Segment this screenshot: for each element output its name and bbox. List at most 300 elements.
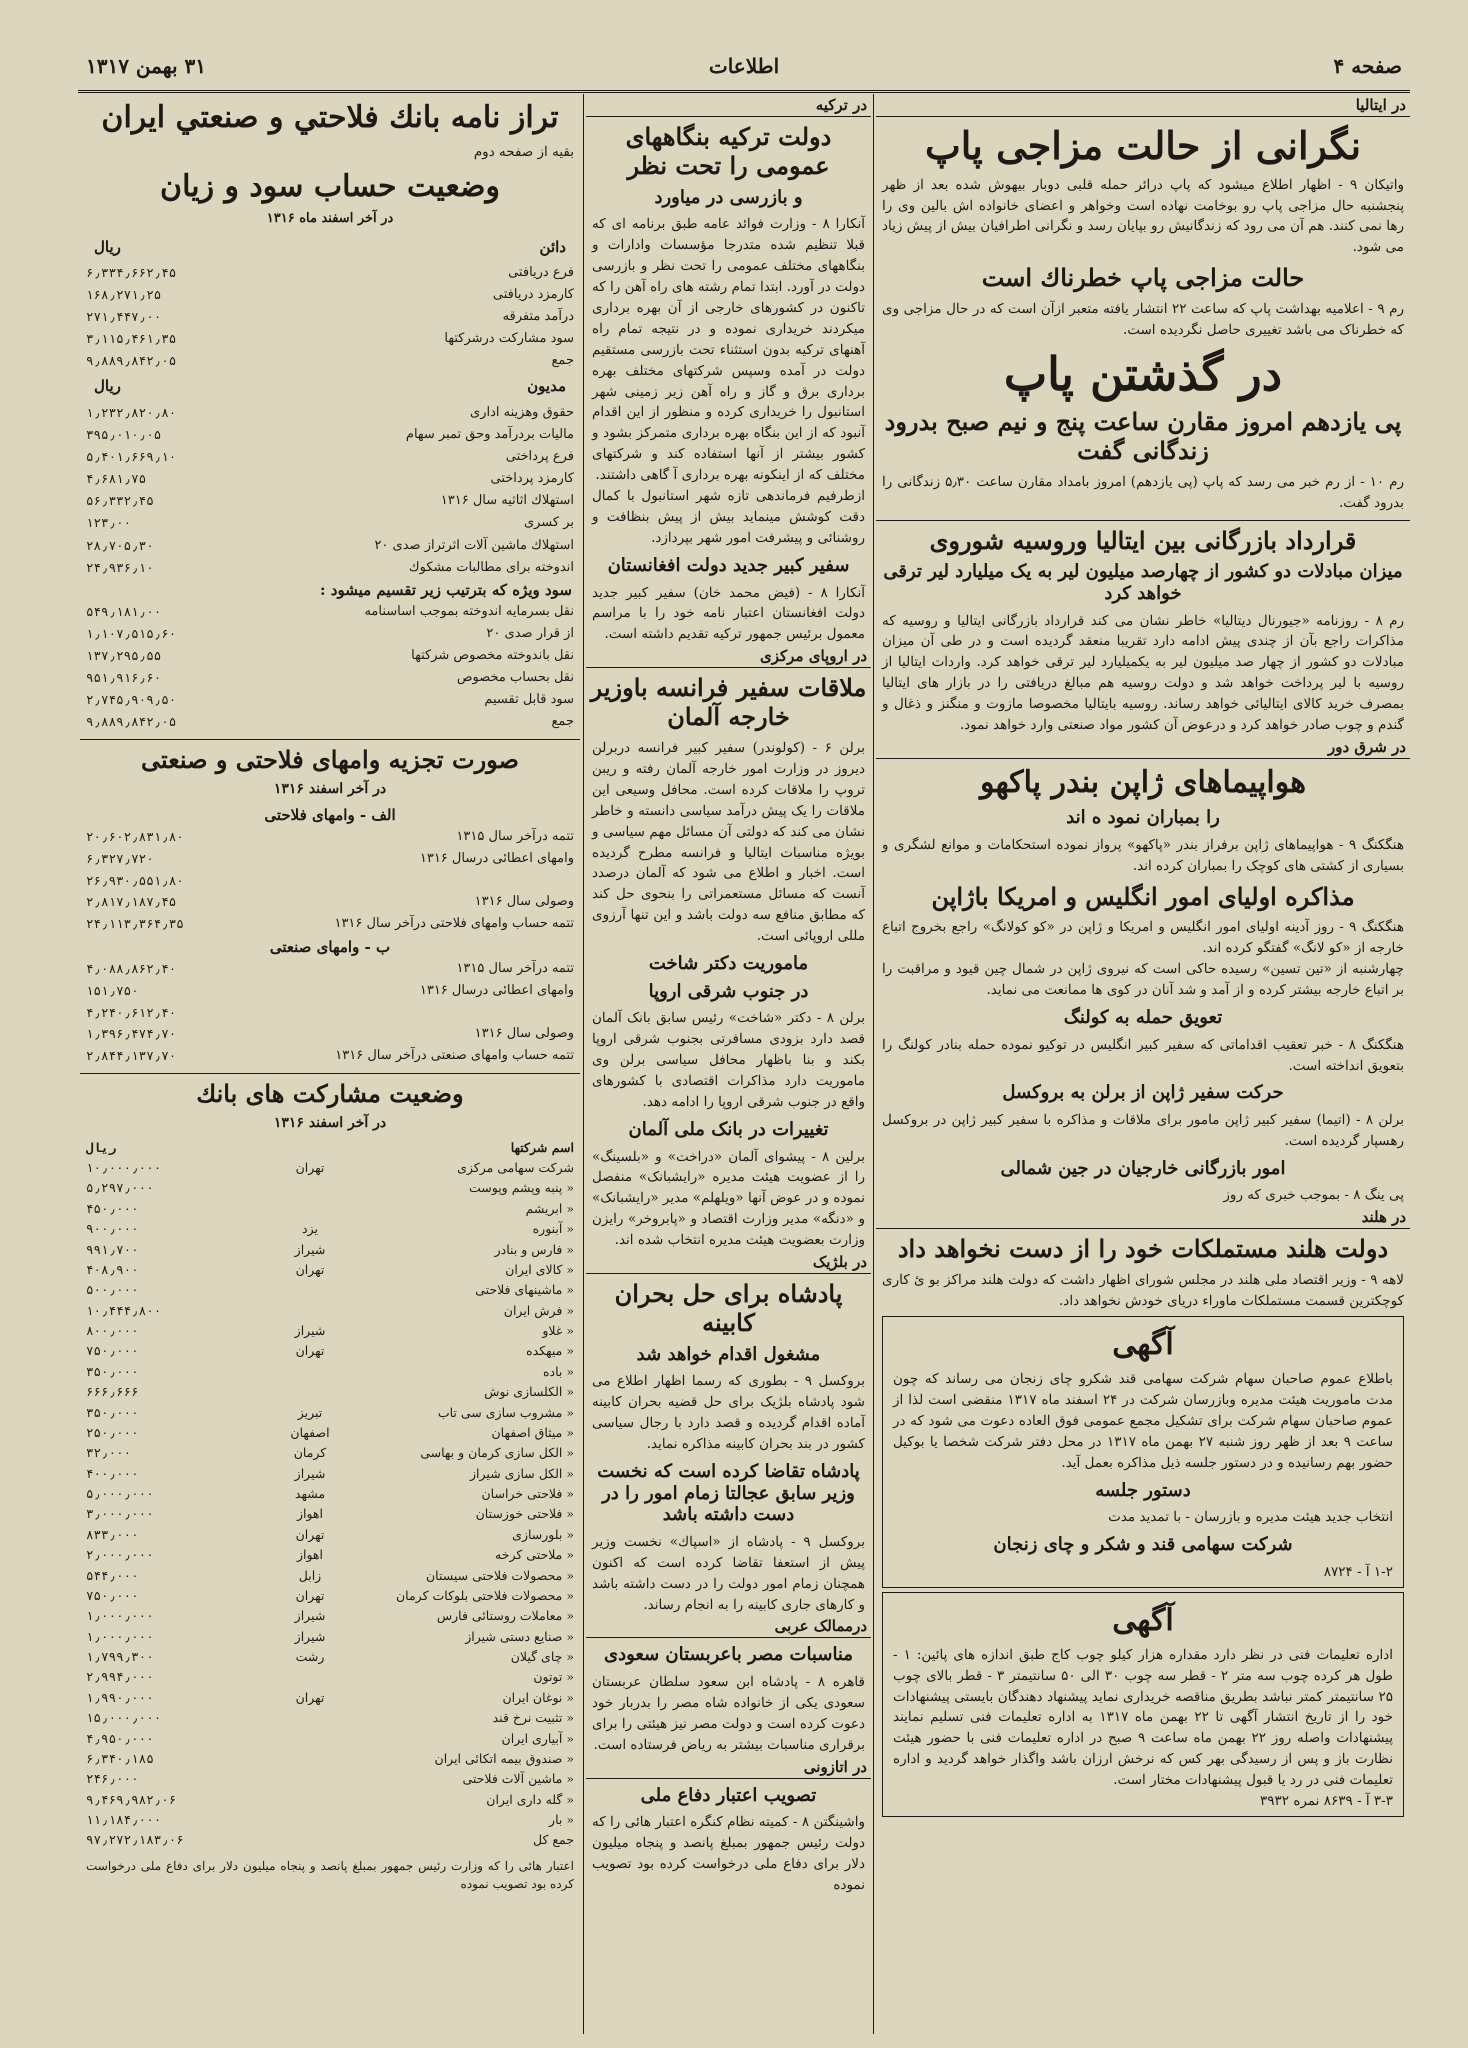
company-city: تهران xyxy=(295,1526,325,1542)
company-row xyxy=(80,1586,580,1606)
ledger-row xyxy=(80,870,580,891)
article-body: آنکارا ۸ - (فیض محمد خان) سفیر کبیر جدید دولت افغانستان اعتبار نامه خود را با مراسم معمول برئیس جمهور ترکیه تقدیم داشته است. xyxy=(592,584,865,643)
ledger-label: وامهای اعطائی درسال ۱۳۱۶ xyxy=(419,850,574,866)
headline: حالت مزاجی پاپ خطرناك است xyxy=(981,263,1305,293)
company-city xyxy=(265,1382,355,1402)
headline: پادشاه تقاضا کرده است که نخست وزیر سابق عجالتا زمام امور را در دست داشته باشد xyxy=(597,1460,860,1526)
company-city: تهران xyxy=(295,1160,325,1176)
company-name: « فرش ایران xyxy=(503,1302,574,1318)
company-amount: ۳۲٫۰۰۰ xyxy=(86,1445,132,1461)
section-central-europe: در اروپای مرکزی xyxy=(586,645,871,668)
company-row xyxy=(80,1382,580,1402)
profit-distribution-title: سود ویژه که بترتیب زیر تقسیم میشود : xyxy=(320,580,572,599)
article-body: واتیکان ۹ - اظهار اطلاع میشود که پاپ درائر حمله قلبی دوبار بیهوش شده بعد از ظهر پنجشنبه حال مزاجی پاپ رو بوخامت نهاده است وخواهر و اعضای خانواده اش بالین وی را رها نمی کنند. هم آن می رود که زندگانیش رو بپایان رسد و نگرانی اطرافیان بیش از پیش زیاد می شود. xyxy=(882,176,1405,256)
company-amount: ۷۵۰٫۰۰۰ xyxy=(86,1587,139,1603)
company-name: « ماشین آلات فلاحتی xyxy=(462,1771,574,1787)
company-amount: ۳۵۰٫۰۰۰ xyxy=(86,1404,139,1420)
ad-code: ۱-۲ آ - ۸۷۲۴ xyxy=(1323,1563,1393,1580)
company-amount: ۱٫۹۹۰٫۰۰۰ xyxy=(86,1689,154,1705)
company-city: شیراز xyxy=(294,1465,326,1481)
company-city: تهران xyxy=(295,1343,325,1359)
company-amount: ۵۴۴٫۰۰۰ xyxy=(86,1567,139,1583)
company-city xyxy=(265,1810,355,1830)
company-name: « بلورسازی xyxy=(512,1526,574,1542)
ledger-amount: ۹٫۸۸۹٫۸۴۲٫۰۵ xyxy=(86,714,177,730)
ledger-row xyxy=(80,424,580,446)
company-amount: ۳٫۰۰۰٫۰۰۰ xyxy=(86,1506,154,1522)
company-name: « محصولات فلاحتی بلوکات کرمان xyxy=(396,1587,574,1603)
ledger-amount: ۶٫۳۲۷٫۷۲۰ xyxy=(86,850,154,866)
credits-list xyxy=(80,262,580,372)
headline-turkey: دولت ترکیه بنگاههای عمومی را تحت نظر xyxy=(625,122,832,180)
continued-note: بقیه از صفحه دوم xyxy=(473,144,574,160)
company-city xyxy=(265,1708,355,1728)
company-row xyxy=(80,1321,580,1341)
company-name: جمع کل xyxy=(533,1832,574,1848)
company-name: « تثبیت نرخ قند xyxy=(492,1710,574,1726)
company-city: شیراز xyxy=(294,1628,326,1644)
ledger-amount: ۵٫۴۰۱٫۶۶۹٫۱۰ xyxy=(86,449,177,465)
ledger-row xyxy=(80,446,580,468)
company-name: « نوغان ایران xyxy=(502,1689,574,1705)
ledger-row xyxy=(80,512,580,534)
ledger-amount: ۲٫۷۴۵٫۹۰۹٫۵۰ xyxy=(86,692,177,708)
ledger-label: وصولی سال ۱۳۱۶ xyxy=(474,1025,574,1041)
ledger-label: نقل باندوخته مخصوص شرکتها xyxy=(411,647,574,663)
ledger-amount: ۵۴۹٫۱۸۱٫۰۰ xyxy=(86,603,162,619)
article-body: آنکارا ۸ - وزارت فوائد عامه طبق برنامه ای که قبلا تنظیم شده متدرجا مؤسسات وادارات و بنگاههای مختلف عمومی را تحت نظر و بازرسی دولت در آورد. ابتدا تمام رشته های راه آهن را که تاکنون در کشورهای خارجی از آن بهره برداری میکردند خریداری نموده و در نتیجه تمام راه آهنهای ترکیه بدون استثناء تحت بازرسی مستقیم دولت در آمده وسپس شرکتهای مختلف بهره برداری برق و گاز و راه آهن زیر زمینی شهر استانبول را خریداری کرده و منظور از این اقدام آنبود که از این بنگاه بهره برداری متمرکز بشود و کشور بیشتر از آنها استفاده کند و شرکتهای مختلف که از اینکونه بهره برداری آ گاهی داشتند. xyxy=(592,216,865,484)
company-name: « ماشینهای فلاحتی xyxy=(475,1282,574,1298)
company-row xyxy=(80,1566,580,1586)
ledger-row xyxy=(80,402,580,424)
company-city: اهواز xyxy=(296,1547,324,1563)
company-amount: ۱۰٫۰۰۰٫۰۰۰ xyxy=(86,1160,162,1176)
subheadline: پی یازدهم امروز مقارن ساعت پنج و نیم صبح بدرود زندگانی گفت xyxy=(884,407,1402,465)
ledger-amount: ۱۲۳٫۰۰ xyxy=(86,515,132,531)
ledger-row xyxy=(80,848,580,870)
company-city: زابل xyxy=(298,1567,322,1583)
company-city: مشهد xyxy=(294,1486,326,1502)
ledger-amount: ۲٫۸۱۷٫۱۸۷٫۴۵ xyxy=(86,894,177,910)
ledger-label: استهلاك اثاثیه سال ۱۳۱۶ xyxy=(440,493,574,509)
company-amount: ۱٫۰۰۰٫۰۰۰ xyxy=(86,1608,154,1624)
company-city: اصفهان xyxy=(290,1424,330,1440)
agri-loans-list xyxy=(80,826,580,936)
headline-profit-loss: وضعیت حساب سود و زیان xyxy=(160,168,500,204)
ledger-label: نقل بسرمایه اندوخته بموجب اساسنامه xyxy=(364,603,574,619)
article-body: رم ۸ - روزنامه «جیورنال دیتالیا» خاطر نشان می کند قرارداد بازرگانی ایتالیا و روسیه که مذاکرات راجع بآن از چندی پیش ادامه دارد تقریبا منعقد گردیده است و در طی آن میزان مبادلات دو کشور از چهار صد میلیون لیر به یکمیلیارد لیر ترقی خواهد کرد. واردات ایتالیا از روسیه با لیر پرداخت خواهد شد و دولت روسیه هم مبالغ دریافتی را در بازار های ایتالیا بمصرف خرید کالای ایتالیائی خواهد رساند. روسیه بایتالیا مخصوصا مازوت و منگنز و ذغال و گندم و چوب صادر خواهد کرد و درعوض آن کشور مواد صنعتی وارد خواهد نمود. xyxy=(882,612,1404,734)
advertisement xyxy=(882,1592,1404,1817)
company-name: « پنبه وپشم وپوست xyxy=(469,1180,574,1196)
company-row xyxy=(80,1667,580,1687)
ledger-amount: ۳۹۵٫۰۱۰٫۰۵ xyxy=(86,427,162,443)
companies-list xyxy=(80,1158,580,1851)
company-name: « ابریشم xyxy=(525,1200,574,1216)
company-name: « محصولات فلاحتی سیستان xyxy=(425,1567,574,1583)
article-body: هنگکنگ ۹ - روز آدینه اولیای امور انگلیس و امریکا و ژاپن در «کو کولانگ» راجع بخروج اتباع خارجه از «کو لانگ» گفتگو کرده اند. xyxy=(882,919,1404,957)
ad-agenda: انتخاب جدید هیئت مدیره و بازرسان - با تمدید مدت xyxy=(1108,1509,1393,1526)
company-row xyxy=(80,1545,580,1565)
headline: تعویق حمله به کولنگ xyxy=(1063,1006,1223,1028)
ledger-amount: ۹۵۱٫۹۱۶٫۶۰ xyxy=(86,670,162,686)
debits-list xyxy=(80,402,580,579)
company-amount: ۸۳۳٫۰۰۰ xyxy=(86,1526,139,1542)
company-amount: ۹۷٫۲۷۲٫۱۸۳٫۰۶ xyxy=(86,1832,184,1848)
company-row xyxy=(80,1158,580,1178)
company-amount: ۴۵۰٫۰۰۰ xyxy=(86,1200,139,1216)
ledger-amount: ۲۸٫۷۰۵٫۳۰ xyxy=(86,537,154,553)
headline-bank-participations: وضعیت مشارکت های بانك xyxy=(196,1079,464,1109)
ledger-row xyxy=(80,328,580,350)
section-turkey: در ترکیه xyxy=(586,94,871,117)
article-body: پی ینگ ۸ - بموجب خبری که روز xyxy=(1223,1187,1404,1204)
ad-body: اداره تعلیمات فنی در نظر دارد مقداره هزار کیلو چوب کاج طبق اندازه های پائین: ۱ - طول هر کرده چوب سه متر ۲ - قطر سه چوب ۳۰ الی ۵۰ سانتیمتر ۳ - قطر بالای چوب ۲۵ سانتیمتر کمتر نباشد بطریق مناقصه خریداری نماید پیشنهاد دهندگان بایستی پیشنهادات خود را از تاریخ انتشار آگهی تا ۲۲ بهمن ماه ۱۳۱۷ به اداره تعلیمات فنی تسلیم نمایند پیشنهادات واصله روز ۲۲ بهمن ماه ساعت ۹ صبح در اداره تعلیمات فنی با حضور هیئت نظارت باز و پس از رسیدگی بهر کس که نرخش ارزان باشد واگذار خواهد گردید و اداره تعلیمات فنی در رد یا قبول پیشنهادات مختار است. xyxy=(893,1646,1394,1789)
ledger-amount: ۴٫۶۸۱٫۷۵ xyxy=(86,471,147,487)
ledger-row xyxy=(80,826,580,848)
ad-code: ۳-۳ آ - ۸۶۳۹ نمره ۳۹۳۲ xyxy=(1260,1793,1393,1810)
company-row xyxy=(80,1627,580,1647)
ledger-amount: ۴٫۰۸۸٫۸۶۲٫۴۰ xyxy=(86,960,177,976)
company-city xyxy=(265,1178,355,1198)
industrial-loans-heading: ب - وامهای صنعتی xyxy=(269,937,391,956)
company-amount: ۵٫۲۹۷٫۰۰۰ xyxy=(86,1180,154,1196)
company-name: « آبیاری ایران xyxy=(501,1730,574,1746)
company-row xyxy=(80,1260,580,1280)
article-body: رم ۹ - اعلامیه بهداشت پاپ که ساعت ۲۲ انتشار یافته متعبر ازآن است که در حال مزاجی وی که خطرناک می باشد تغییری حاصل نگردیده است. xyxy=(882,301,1404,338)
ledger-row xyxy=(80,306,580,328)
ledger-label: بر کسری xyxy=(523,515,574,531)
headline: سفیر کبیر جدید دولت افغانستان xyxy=(607,554,850,576)
headline-pope-health: نگرانی از حالت مزاجی پاپ xyxy=(924,123,1362,168)
company-city xyxy=(265,1729,355,1749)
article-body: قاهره ۸ - پادشاه ابن سعود سلطان عربستان سعودی یکی از خانواده شاه مصر را بدربار خود دعوت کرده است و دولت مصر نیز هیئتی را برای برقراری مناسبات بیشتر به ریاض فرستاده است. xyxy=(592,1674,866,1753)
ledger-label: تتمه درآخر سال ۱۳۱۵ xyxy=(456,828,574,844)
ledger-amount: ۲۶٫۹۳۰٫۵۵۱٫۸۰ xyxy=(86,873,184,889)
ledger-label: تتمه درآخر سال ۱۳۱۵ xyxy=(456,960,574,976)
ledger-label: وامهای اعطائی درسال ۱۳۱۶ xyxy=(419,982,574,998)
company-amount: ۴۰۸٫۹۰۰ xyxy=(86,1261,139,1277)
company-amount: ۲۴۶٫۰۰۰ xyxy=(86,1771,139,1787)
ledger-row xyxy=(80,980,580,1002)
as-of-date: در آخر اسفند ۱۳۱۶ xyxy=(273,1114,387,1131)
company-row xyxy=(80,1708,580,1728)
company-row xyxy=(80,1464,580,1484)
credit-heading: دائن xyxy=(539,237,566,256)
ad-agenda-title: دستور جلسه xyxy=(1095,1479,1191,1501)
company-amount: ۱٫۷۹۹٫۳۰۰ xyxy=(86,1649,154,1665)
ledger-row xyxy=(80,262,580,284)
company-row xyxy=(80,1688,580,1708)
ledger-amount: ۲۴٫۱۱۳٫۳۶۴٫۳۵ xyxy=(86,916,184,932)
ledger-amount: ۳٫۱۱۵٫۴۶۱٫۳۵ xyxy=(86,331,177,347)
company-row xyxy=(80,1769,580,1789)
ledger-amount: ۱٫۳۹۶٫۴۷۴٫۷۰ xyxy=(86,1025,177,1041)
ledger-label: حقوق وهزینه اداری xyxy=(470,404,574,420)
article-body: هنگکنگ ۹ - هواپیماهای ژاپن برفراز بندر «پاکهو» پرواز نموده استحکامات و موانع لشگری و بسیاری از کشتی های کوچک را بمباران کرده اند. xyxy=(882,836,1404,874)
headline: مذاکره اولیای امور انگلیس و امریکا باژاپن xyxy=(931,881,1355,911)
company-city xyxy=(265,1667,355,1687)
company-name: « باده xyxy=(542,1363,574,1379)
newspaper-name: اطلاعات xyxy=(708,54,780,78)
headline: امور بازرگانی خارجیان در جین شمالی xyxy=(1000,1157,1286,1179)
ledger-row xyxy=(80,711,580,733)
company-amount: ۵٫۰۰۰٫۰۰۰ xyxy=(86,1486,154,1502)
company-city xyxy=(265,1830,355,1850)
company-row xyxy=(80,1362,580,1382)
company-row xyxy=(80,1178,580,1198)
ledger-amount: ۲٫۸۴۴٫۱۳۷٫۷۰ xyxy=(86,1048,177,1064)
company-city xyxy=(265,1301,355,1321)
company-amount: ۱۰٫۴۴۴٫۸۰۰ xyxy=(86,1302,162,1318)
ledger-amount: ۲۰٫۶۰۲٫۸۳۱٫۸۰ xyxy=(86,828,184,844)
company-city: تبریز xyxy=(297,1404,323,1420)
company-row xyxy=(80,1790,580,1810)
company-city xyxy=(265,1362,355,1382)
as-of-date: در آخر اسفند ۱۳۱۶ xyxy=(273,781,387,798)
company-name: « صندوق بیمه اتکائی ایران xyxy=(434,1750,574,1766)
company-city: تهران xyxy=(295,1689,325,1705)
ledger-row xyxy=(80,913,580,935)
article-body: واشینگتن ۸ - کمیته نظام کنگره اعتبار هائی را که دولت رئیس جمهور بمبلغ پانصد و پنجاه میلیون دلار برای دفاع ملی درخواست کرده بود تصویب نموده xyxy=(592,1814,865,1894)
ledger-row xyxy=(80,1023,580,1045)
ledger-label: جمع xyxy=(551,353,574,369)
company-amount: ۴۰۰٫۰۰۰ xyxy=(86,1465,139,1481)
ledger-amount: ۱٫۲۳۲٫۸۲۰٫۸۰ xyxy=(86,404,177,420)
ledger-label: تتمه حساب وامهای صنعتی درآخر سال ۱۳۱۶ xyxy=(335,1048,574,1064)
ledger-amount: ۴٫۲۴۰٫۶۱۲٫۴۰ xyxy=(86,1004,177,1020)
ad-signature: شرکت سهامی قند و شکر و چای زنجان xyxy=(993,1534,1293,1556)
article-body: برلن ۸ - دکتر «شاخت» رئیس سابق بانک آلمان قصد دارد بزودی مسافرتی بجنوب شرقی اروپا بکند و بنا باظهار محافل سیاسی برلن وی ماموریت دارد مذاکرات اقتصادی با کشورهای واقع در جنوب شرقی اروپا را ادامه دهد. xyxy=(592,1010,865,1110)
company-amount: ۱۱٫۱۸۴٫۰۰۰ xyxy=(86,1812,162,1828)
company-amount: ۴٫۹۵۰٫۰۰۰ xyxy=(86,1730,154,1746)
headline: تصویب اعتبار دفاع ملی xyxy=(640,1784,817,1806)
company-row xyxy=(80,1301,580,1321)
masthead xyxy=(78,52,1410,93)
article-body: لاهه ۹ - وزیر اقتصاد ملی هلند در مجلس شورای اظهار داشت که دولت هلند مراکز بو ئ کاری کوچکترین قسمت مستملکات ماوراء دریای خودش نخواهد داد. xyxy=(882,1272,1404,1310)
article-body: اعتبار هائی را که وزارت رئیس جمهور بمبلغ پانصد و پنجاه میلیون دلار برای دفاع ملی درخواست کرده بود تصویب نموده xyxy=(86,1858,574,1892)
ledger-row xyxy=(80,490,580,512)
ledger-label: کارمزد پرداختی xyxy=(490,471,574,487)
company-name: « چای گیلان xyxy=(510,1649,574,1665)
company-name: « توتون xyxy=(533,1669,574,1685)
company-row xyxy=(80,1484,580,1504)
ledger-amount: ۵۶٫۳۳۲٫۴۵ xyxy=(86,493,154,509)
company-name: « فلاحتی خراسان xyxy=(481,1486,574,1502)
ledger-row xyxy=(80,1045,580,1067)
article-body: چهارشنبه از «تین تسین» رسیده حاکی است که نیروی ژاپن در شمال چین قیود و مراقبت را بر اتباع خارجه بیشتر کرده و از آمد و شد آنان در کوی ها ممانعت می نماید. xyxy=(882,961,1404,999)
company-amount: ۱۵٫۰۰۰٫۰۰۰ xyxy=(86,1710,162,1726)
company-city: رشت xyxy=(295,1649,325,1665)
headline-loans-breakdown: صورت تجزیه وامهای فلاحتی و صنعتی xyxy=(141,745,519,775)
ad-title: آگهی xyxy=(1112,1327,1174,1363)
currency-label: ریال xyxy=(94,237,121,256)
ledger-label: کارمزد دریافتی xyxy=(492,287,574,303)
company-amount: ۱٫۰۰۰٫۰۰۰ xyxy=(86,1628,154,1644)
ledger-row xyxy=(80,468,580,490)
headline-trade-agreement: قرارداد بازرگانی بین ایتالیا وروسیه شوروی xyxy=(929,525,1357,555)
ledger-label: جمع xyxy=(551,714,574,730)
company-row xyxy=(80,1810,580,1830)
section-italy: در ایتالیا xyxy=(876,94,1410,117)
company-name: « مشروب سازی سی تاب xyxy=(437,1404,574,1420)
company-name: « الکلسازی نوش xyxy=(484,1384,574,1400)
currency-label: ریال xyxy=(94,377,121,396)
ledger-row xyxy=(80,891,580,913)
profit-list xyxy=(80,601,580,734)
company-row xyxy=(80,1240,580,1260)
company-row xyxy=(80,1403,580,1423)
company-row xyxy=(80,1504,580,1524)
company-row xyxy=(80,1647,580,1667)
ledger-row xyxy=(80,557,580,579)
company-amount: ۶٫۳۴۰٫۱۸۵ xyxy=(86,1750,154,1766)
headline-netherlands: دولت هلند مستملکات خود را از دست نخواهد داد xyxy=(897,1234,1389,1264)
page-number: صفحه ۴ xyxy=(1333,54,1402,78)
section-usa: در اتازونی xyxy=(586,1756,871,1779)
ledger-amount: ۲۷۱٫۴۴۷٫۰۰ xyxy=(86,309,162,325)
ledger-label: اندوخته برای مطالبات مشکوك xyxy=(408,559,574,575)
company-city xyxy=(265,1199,355,1219)
ledger-amount: ۱۶۸٫۲۷۱٫۲۵ xyxy=(86,287,162,303)
headline: تغییرات در بانک ملی آلمان xyxy=(628,1118,829,1140)
ledger-row xyxy=(80,667,580,689)
company-amount: ۶۶۶٫۶۶۶ xyxy=(86,1384,139,1400)
company-city: شیراز xyxy=(294,1241,326,1257)
companies-header-amount: ریال xyxy=(86,1139,117,1155)
advertisement xyxy=(882,1316,1404,1588)
company-row xyxy=(80,1606,580,1626)
company-name: « الکل سازی کرمان و بهاسی xyxy=(420,1445,574,1461)
headline-pope-death: در گذشتن پاپ xyxy=(1003,346,1283,401)
company-amount: ۲٫۰۰۰٫۰۰۰ xyxy=(86,1547,154,1563)
company-city xyxy=(265,1790,355,1810)
company-row xyxy=(80,1341,580,1361)
ledger-label: وصولی سال ۱۳۱۶ xyxy=(474,894,574,910)
column-rule xyxy=(873,94,874,2034)
article-body: هنگکنگ ۸ - خبر تعقیب اقداماتی که سفیر کبیر انگلیس در توکیو نموده حمله بنادر کولنگ را بتعویق انداخته است. xyxy=(882,1036,1404,1074)
ledger-label: از قرار صدی ۲۰ xyxy=(486,625,574,641)
article-body: رم ۱۰ - از رم خبر می رسد که پاپ (پی یازدهم) امروز بامداد مقارن ساعت ۵٫۳۰ زندگانی را بدرود گفت. xyxy=(882,473,1405,511)
headline-bank-balance: تراز نامه بانك فلاحتي و صنعتي ايران xyxy=(101,100,559,135)
company-city: تهران xyxy=(295,1261,325,1277)
company-city: یزد xyxy=(302,1221,318,1237)
company-city xyxy=(265,1280,355,1300)
column-left-balance-sheet xyxy=(80,94,580,2034)
subheadline: و بازرسی در میاورد xyxy=(654,186,803,208)
company-amount: ۳۵۰٫۰۰۰ xyxy=(86,1363,139,1379)
company-amount: ۲٫۹۹۴٫۰۰۰ xyxy=(86,1669,154,1685)
company-amount: ۵۰۰٫۰۰۰ xyxy=(86,1282,139,1298)
company-city xyxy=(265,1749,355,1769)
subheadline: میزان مبادلات دو کشور از چهارصد میلیون لیر به یک میلیارد لیر ترقی خواهد کرد xyxy=(883,561,1403,604)
company-row xyxy=(80,1219,580,1239)
ledger-row xyxy=(80,623,580,645)
company-amount: ۲۵۰٫۰۰۰ xyxy=(86,1424,139,1440)
company-amount: ۸۰۰٫۰۰۰ xyxy=(86,1323,139,1339)
company-row xyxy=(80,1729,580,1749)
ledger-amount: ۲۴٫۹۳۶٫۱۰ xyxy=(86,559,154,575)
company-name: « کالای ایران xyxy=(505,1261,574,1277)
column-right xyxy=(876,94,1410,2034)
section-netherlands: در هلند xyxy=(876,1206,1410,1229)
ledger-row xyxy=(80,284,580,306)
ledger-label: فرع پرداختی xyxy=(505,449,574,465)
ledger-row xyxy=(80,1002,580,1023)
subheadline: در جنوب شرقی اروپا xyxy=(648,980,809,1002)
company-amount: ۷۵۰٫۰۰۰ xyxy=(86,1343,139,1359)
industrial-loans-list xyxy=(80,958,580,1068)
company-name: « معاملات روستائی فارس xyxy=(436,1608,574,1624)
ledger-row xyxy=(80,350,580,372)
article-body: برلن ۸ - (اتیما) سفیر کبیر ژاپن مامور برای ملاقات و مذاکره با سفیر کبیر ژاپن در بروکسل رهسپار گردیده است. xyxy=(882,1112,1405,1149)
company-row xyxy=(80,1443,580,1463)
headline-france-germany: ملاقات سفیر فرانسه باوزیر خارجه آلمان xyxy=(590,673,867,732)
company-amount: ۹٫۴۶۹٫۹۸۲٫۰۶ xyxy=(86,1791,177,1807)
company-city: اهواز xyxy=(296,1506,324,1522)
company-row xyxy=(80,1280,580,1300)
company-row xyxy=(80,1525,580,1545)
subheadline: مشغول اقدام خواهد شد xyxy=(636,1343,821,1365)
ledger-row xyxy=(80,535,580,557)
ad-body: باطلاع عموم صاحبان سهام شرکت سهامی قند شکرو چای زنجان می رساند که چون مدت ماموریت هیئت مدیره وبازرسان شرکت در ۲۴ اسفند ماه ۱۳۱۷ منقضی است لذا از عموم صاحبان سهام شرکت برای تشکیل مجمع عمومی فوق العاده دعوت می شود که در ساعت ۹ بعد از ظهر روز شنبه ۲۷ بهمن ماه ۱۳۱۷ در محل دفتر شرکت شخصا یا بوکیل حضور بهم رسانیده و در دستور جلسه ذیل مذاکره بعمل آید. xyxy=(893,1371,1394,1471)
ledger-amount: ۹٫۸۸۹٫۸۴۲٫۰۵ xyxy=(86,353,177,369)
headline-japan-planes: هواپیماهای ژاپن بندر پاکهو xyxy=(979,765,1307,801)
as-of-date: در آخر اسفند ماه ۱۳۱۶ xyxy=(266,210,394,226)
headline: مناسبات مصر باعربستان سعودی xyxy=(603,1644,854,1666)
section-far-east: در شرق دور xyxy=(876,736,1410,759)
company-name: شرکت سهامی مرکزی xyxy=(457,1160,574,1176)
company-city: تهران xyxy=(295,1587,325,1603)
company-name: « فلاحتی خوزستان xyxy=(475,1506,574,1522)
debit-heading: مدیون xyxy=(527,377,566,396)
company-city: شیراز xyxy=(294,1608,326,1624)
company-city: کرمان xyxy=(293,1445,327,1461)
ledger-label: سود قابل تقسیم xyxy=(484,692,574,708)
company-city: شیراز xyxy=(294,1323,326,1339)
article-body: بروکسل ۹ - بطوری که رسما اظهار اطلاع می شود پادشاه بلژیک برای حل قضیه بحران کابینه آماده اقدام گردیده و قصد دارد با رجال سیاسی کشور در بند بحران کابینه مذاکره نماید. xyxy=(592,1373,865,1453)
section-belgium: در بلژیک xyxy=(586,1251,871,1274)
ledger-amount: ۶٫۳۳۴٫۶۶۲٫۴۵ xyxy=(86,265,177,281)
agri-loans-heading: الف - وامهای فلاحتی xyxy=(264,805,396,824)
ad-title: آگهی xyxy=(1112,1602,1174,1638)
company-row xyxy=(80,1830,580,1850)
company-name: « الکل سازی شیراز xyxy=(470,1465,574,1481)
company-name: « میثاق اصفهان xyxy=(491,1424,574,1440)
company-name: « گله داری ایران xyxy=(486,1791,574,1807)
ledger-amount: ۱۵۱٫۷۵۰ xyxy=(86,982,139,998)
company-name: « فارس و بنادر xyxy=(494,1241,574,1257)
company-name: « صنایع دستی شیراز xyxy=(465,1628,574,1644)
ledger-label: فرع دریافتی xyxy=(508,265,574,281)
company-name: « ملاحتی کرخه xyxy=(495,1547,574,1563)
column-middle xyxy=(586,94,871,2034)
company-name: « بار xyxy=(549,1812,574,1828)
ledger-amount: ۱٫۱۰۷٫۵۱۵٫۶۰ xyxy=(86,625,177,641)
article-body: بروکسل ۹ - پادشاه از «اسپاك» نخست وزیر پیش از استعفا تقاضا کرده است که اکنون همچنان زمام امور دولت را در دست داشته باشد و کارهای جاری کابینه را به انجام رساند. xyxy=(592,1533,865,1613)
article-body: برلن ۶ - (کولوندر) سفیر کبیر فرانسه دربرلن دیروز در وزارت امور خارجه آلمان رفته و ریبن تروپ را ملاقات کرده است. محافل وسیعی این ملاقات را یک پیش درآمد سیاسی دانسته و خاطر نشان می کند که دولتی آن مسائل مهم سیاسی و بویژه مناسبات ایتالیا و فرانسه مطرح گردیده است. اخبار و اطلاع می شود که آلمان درصدد آنست که مسائل مستعمراتی را بنحوی حل کند که مطابق منافع سه دولت باشد و این تنها آرزوی مللی اروپائی است. xyxy=(592,739,865,945)
section-arab-countries: درممالک عربی xyxy=(586,1615,871,1638)
article-body: برلین ۸ - پیشوای آلمان «دراخت» و «بلسینگ» را از عضویت هیئت مدیره «رایشبانک» منفصل نموده و در عوض آنها «ویلهلم» مدیر «رایشبانک» و «دنگه» مدیر وزارت اقتصاد و «پابروخر» رایزن وزارت بعضویت هیئت مدیره انتخاب شده اند. xyxy=(592,1148,865,1249)
company-amount: ۹۰۰٫۰۰۰ xyxy=(86,1221,139,1237)
company-amount: ۹۹۱٫۷۰۰ xyxy=(86,1241,139,1257)
company-row xyxy=(80,1423,580,1443)
ledger-row xyxy=(80,645,580,667)
ledger-row xyxy=(80,689,580,711)
ledger-label: درآمد متفرقه xyxy=(502,309,574,325)
article-body: ازطرفیم فرماندهی تازه شهر استانبول با کمال دقت کوشش مینماید بیش از پیش بنظافت و روشنائی و پیشرفت امور شهر بپردازد. xyxy=(592,488,865,547)
ledger-row xyxy=(80,601,580,623)
ledger-label: مالیات بردرآمد وحق تمبر سهام xyxy=(405,427,574,443)
